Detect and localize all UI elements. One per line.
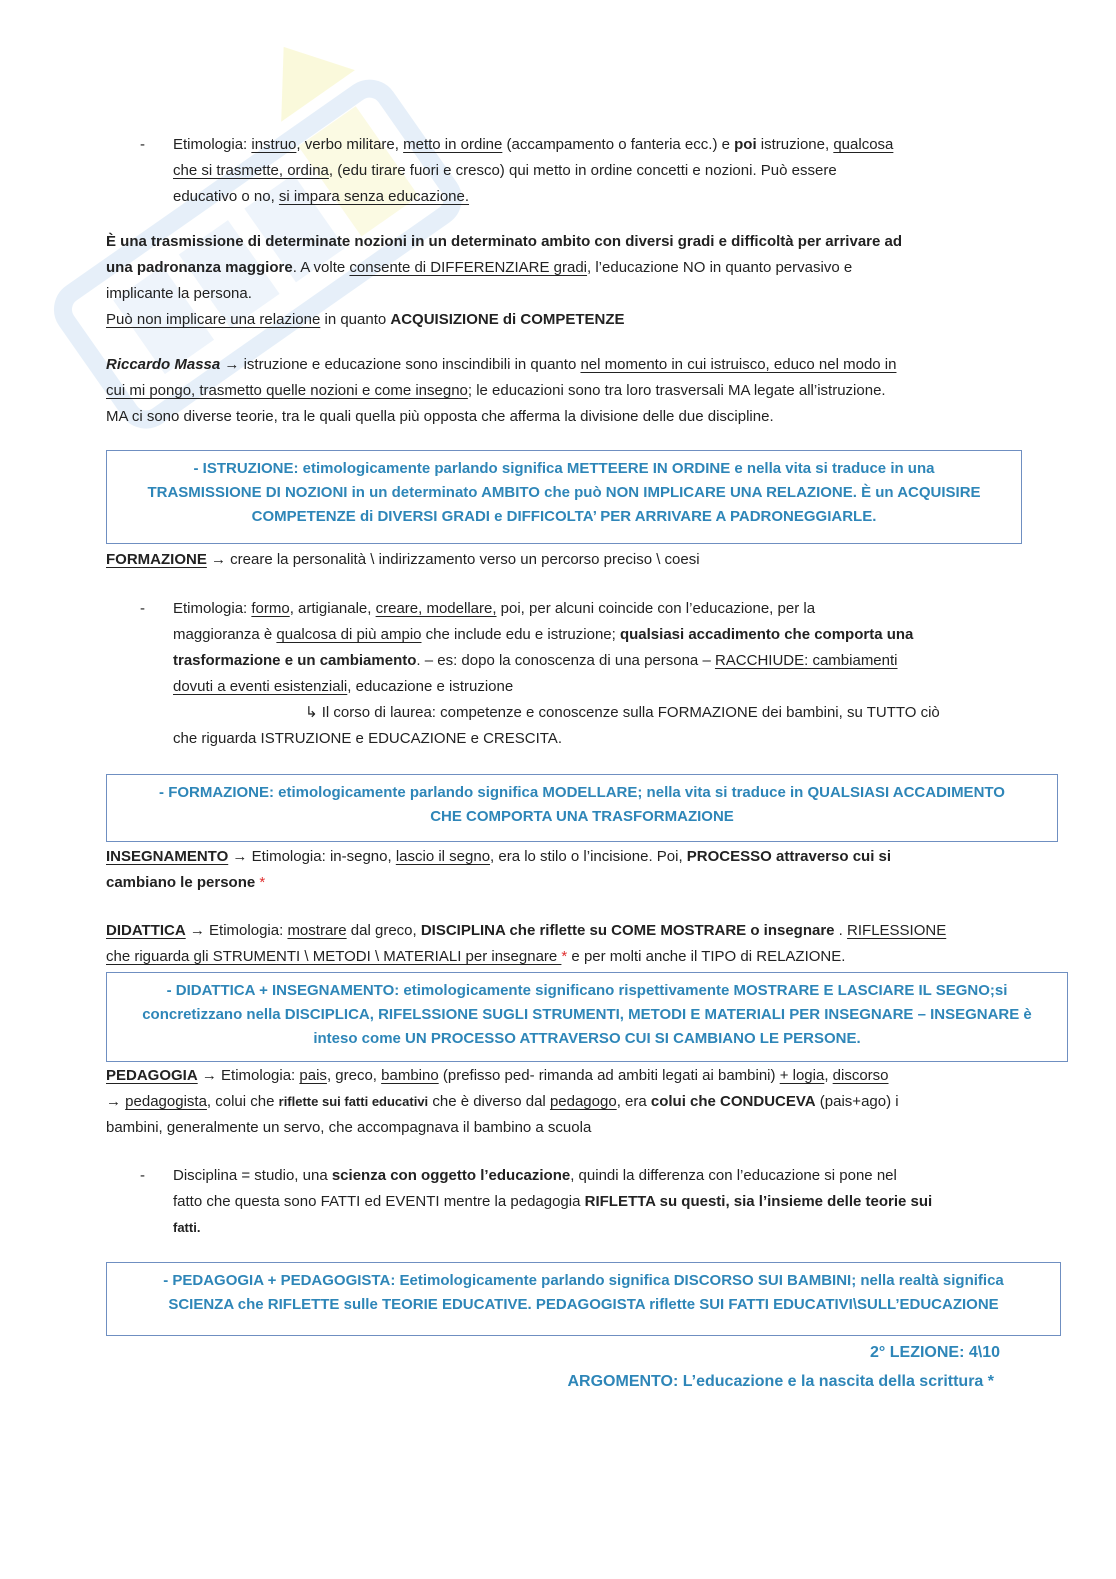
section-term: FORMAZIONE bbox=[106, 551, 207, 568]
box-line: inteso come UN PROCESSO ATTRAVERSO CUI SI CAMBIANO LE PERSONE. bbox=[313, 1030, 861, 1047]
text: → bbox=[106, 1093, 126, 1110]
underlined-text: bambino bbox=[381, 1067, 439, 1084]
underlined-text: nel momento in cui istruisco, educo nel modo in bbox=[580, 356, 897, 373]
text: → istruzione e educazione sono inscindibili in quanto bbox=[220, 356, 581, 373]
paragraph-etimologia-istruzione bbox=[173, 132, 1013, 210]
bold-text: RIFLETTA su questi, sia l’insieme delle teorie sui bbox=[584, 1193, 933, 1210]
underlined-text: cui mi pongo, trasmetto quelle nozioni e come insegno bbox=[106, 382, 468, 399]
bold-text: È una trasmissione di determinate nozioni in un determinato ambito con diversi gradi e difficoltà per arrivare ad bbox=[106, 233, 903, 250]
lesson-number: 2° LEZIONE: 4\10 bbox=[870, 1344, 1000, 1361]
box-line: concretizzano nella DISCIPLICA, RIFELSSIONE SUGLI STRUMENTI, METODI E MATERIALI PER INSEGNARE – INSEGNARE è bbox=[142, 1006, 1032, 1023]
bold-text: colui che CONDUCEVA bbox=[650, 1093, 816, 1110]
text: . A volte bbox=[292, 259, 350, 276]
text: istruzione, bbox=[756, 136, 834, 153]
section-term: INSEGNAMENTO bbox=[106, 848, 229, 865]
asterisk-mark: * bbox=[255, 874, 266, 891]
underlined-text: mostrare bbox=[287, 922, 347, 939]
text: maggioranza è bbox=[173, 626, 277, 643]
text: , colui che bbox=[206, 1093, 279, 1110]
box-line: COMPETENZE di DIVERSI GRADI e DIFFICOLTA’ PER ARRIVARE A PADRONEGGIARLE. bbox=[251, 508, 877, 525]
paragraph-pedagogia bbox=[106, 1063, 1026, 1141]
bold-text: qualsiasi accadimento che comporta una bbox=[619, 626, 914, 643]
text: , era lo stilo o l’incisione. Poi, bbox=[490, 848, 687, 865]
bold-text: cambiano le persone bbox=[106, 874, 256, 891]
text: , educazione e istruzione bbox=[347, 678, 514, 695]
text: → Etimologia: bbox=[185, 922, 288, 939]
section-term: DIDATTICA bbox=[106, 922, 186, 939]
bold-text: trasformazione e un cambiamento bbox=[173, 652, 417, 669]
text: Disciplina = studio, una bbox=[173, 1167, 332, 1184]
bold-text: DISCIPLINA che riflette su COME MOSTRARE o insegnare bbox=[420, 922, 835, 939]
underlined-text: si impara senza educazione. bbox=[278, 188, 470, 205]
underlined-text: che si trasmette, ordina bbox=[173, 162, 329, 179]
bold-text: ACQUISIZIONE di COMPETENZE bbox=[390, 311, 625, 328]
underlined-text: pedagogo bbox=[549, 1093, 617, 1110]
box-line: - ISTRUZIONE: etimologicamente parlando significa METTEERE IN ORDINE e nella vita si traduce in una bbox=[193, 460, 935, 477]
text: bambini, generalmente un servo, che accompagnava il bambino a scuola bbox=[106, 1119, 592, 1136]
text: , quindi la differenza con l’educazione si pone nel bbox=[570, 1167, 897, 1184]
bold-text: PROCESSO attraverso cui si bbox=[686, 848, 892, 865]
paragraph-disciplina bbox=[173, 1163, 1013, 1241]
summary-box-istruzione bbox=[106, 450, 1022, 544]
underlined-text: consente di DIFFERENZIARE gradi bbox=[349, 259, 588, 276]
text: ↳ Il corso di laurea: competenze e conoscenze sulla FORMAZIONE dei bambini, su TUTTO ciò bbox=[305, 704, 940, 721]
underlined-text: instruo bbox=[251, 136, 297, 153]
underlined-text: creare, modellare, bbox=[375, 600, 497, 617]
text: MA ci sono diverse teorie, tra le quali quella più opposta che afferma la divisione delle due discipline. bbox=[106, 408, 774, 425]
paragraph-istruzione-definition bbox=[106, 229, 1006, 333]
text: ; le educazioni sono tra loro trasversali MA legate all’istruzione. bbox=[467, 382, 886, 399]
summary-box-didattica bbox=[106, 972, 1068, 1062]
underlined-text: lascio il segno bbox=[395, 848, 491, 865]
asterisk-mark: * bbox=[561, 948, 568, 965]
text: , l’educazione NO in quanto pervasivo e bbox=[587, 259, 853, 276]
underlined-text: qualcosa bbox=[833, 136, 894, 153]
text: che è diverso dal bbox=[428, 1093, 550, 1110]
text: . bbox=[834, 922, 848, 939]
summary-box-pedagogia bbox=[106, 1262, 1061, 1336]
paragraph-insegnamento bbox=[106, 844, 1006, 896]
text: educativo o no, bbox=[173, 188, 279, 205]
text: che include edu e istruzione; bbox=[421, 626, 620, 643]
bullet-dash: - bbox=[140, 1167, 145, 1184]
underlined-text: + logia bbox=[779, 1067, 825, 1084]
underlined-text: che riguarda gli STRUMENTI \ METODI \ MATERIALI per insegnare bbox=[106, 948, 562, 965]
lesson-topic: ARGOMENTO: L’educazione e la nascita della scrittura * bbox=[567, 1373, 994, 1390]
text: (pais+ago) i bbox=[815, 1093, 899, 1110]
box-line: - PEDAGOGIA + PEDAGOGISTA: Eetimologicamente parlando significa DISCORSO SUI BAMBINI; nella realtà significa bbox=[163, 1272, 1004, 1289]
text: . – es: dopo la conoscenza di una persona – bbox=[416, 652, 715, 669]
paragraph-etimologia-formazione bbox=[173, 596, 1013, 752]
heading-formazione bbox=[106, 547, 1006, 573]
underlined-text: RACCHIUDE: cambiamenti bbox=[714, 652, 898, 669]
box-line: TRASMISSIONE DI NOZIONI in un determinato AMBITO che può NON IMPLICARE UNA RELAZIONE. È un ACQUISIRE bbox=[147, 484, 981, 501]
section-term: PEDAGOGIA bbox=[106, 1067, 198, 1084]
underlined-text: Può non implicare una relazione bbox=[106, 311, 321, 328]
paragraph-didattica bbox=[106, 918, 1006, 970]
text: Etimologia: bbox=[173, 136, 252, 153]
text: e per molti anche il TIPO di RELAZIONE. bbox=[567, 948, 846, 965]
box-line: SCIENZA che RIFLETTE sulle TEORIE EDUCATIVE. PEDAGOGISTA riflette SUI FATTI EDUCATIVI\SULL’EDUCAZIONE bbox=[168, 1296, 999, 1313]
text: → creare la personalità \ indirizzamento verso un percorso preciso \ coesi bbox=[206, 551, 700, 568]
text: fatto che questa sono FATTI ed EVENTI mentre la pedagogia bbox=[173, 1193, 585, 1210]
text: che riguarda ISTRUZIONE e EDUCAZIONE e CRESCITA. bbox=[173, 730, 562, 747]
underlined-text: pais bbox=[299, 1067, 327, 1084]
underlined-text: metto in ordine bbox=[403, 136, 503, 153]
underlined-text: RIFLESSIONE bbox=[847, 922, 947, 939]
bullet-dash: - bbox=[140, 600, 145, 617]
text: , bbox=[824, 1067, 833, 1084]
summary-box-formazione bbox=[106, 774, 1058, 842]
text: dal greco, bbox=[346, 922, 421, 939]
text: (accampamento o fanteria ecc.) e bbox=[502, 136, 735, 153]
text: → Etimologia: in-segno, bbox=[228, 848, 396, 865]
text: , artigianale, bbox=[289, 600, 376, 617]
bold-text: poi bbox=[734, 136, 757, 153]
text: (prefisso ped- rimanda ad ambiti legati ai bambini) bbox=[438, 1067, 780, 1084]
underlined-text: formo bbox=[251, 600, 290, 617]
bold-text: scienza con oggetto l’educazione bbox=[331, 1167, 571, 1184]
box-line: - DIDATTICA + INSEGNAMENTO: etimologicamente significano rispettivamente MOSTRARE E LASCIARE IL SEGNO;si bbox=[166, 982, 1008, 999]
author-name: Riccardo Massa bbox=[106, 356, 221, 373]
text: → Etimologia: bbox=[197, 1067, 300, 1084]
text: , verbo militare, bbox=[296, 136, 404, 153]
underlined-text: dovuti a eventi esistenziali bbox=[173, 678, 348, 695]
bullet-dash: - bbox=[140, 136, 145, 153]
box-line: - FORMAZIONE: etimologicamente parlando significa MODELLARE; nella vita si traduce in QUALSIASI ACCADIMENTO bbox=[159, 784, 1005, 801]
bold-text: una padronanza maggiore bbox=[106, 259, 293, 276]
text: in quanto bbox=[320, 311, 391, 328]
bold-text: riflette sui fatti educativi bbox=[278, 1094, 429, 1109]
paragraph-riccardo-massa bbox=[106, 352, 1006, 430]
text: implicante la persona. bbox=[106, 285, 252, 302]
underlined-text: pedagogista bbox=[125, 1093, 207, 1110]
box-line: CHE COMPORTA UNA TRASFORMAZIONE bbox=[430, 808, 734, 825]
text: , (edu tirare fuori e cresco) qui metto in ordine concetti e nozioni. Può essere bbox=[328, 162, 837, 179]
bold-text: fatti. bbox=[173, 1220, 201, 1235]
underlined-text: discorso bbox=[832, 1067, 889, 1084]
text: , era bbox=[616, 1093, 651, 1110]
text: , greco, bbox=[326, 1067, 382, 1084]
underlined-text: qualcosa di più ampio bbox=[276, 626, 422, 643]
text: poi, per alcuni coincide con l’educazione, per la bbox=[496, 600, 816, 617]
text: Etimologia: bbox=[173, 600, 252, 617]
